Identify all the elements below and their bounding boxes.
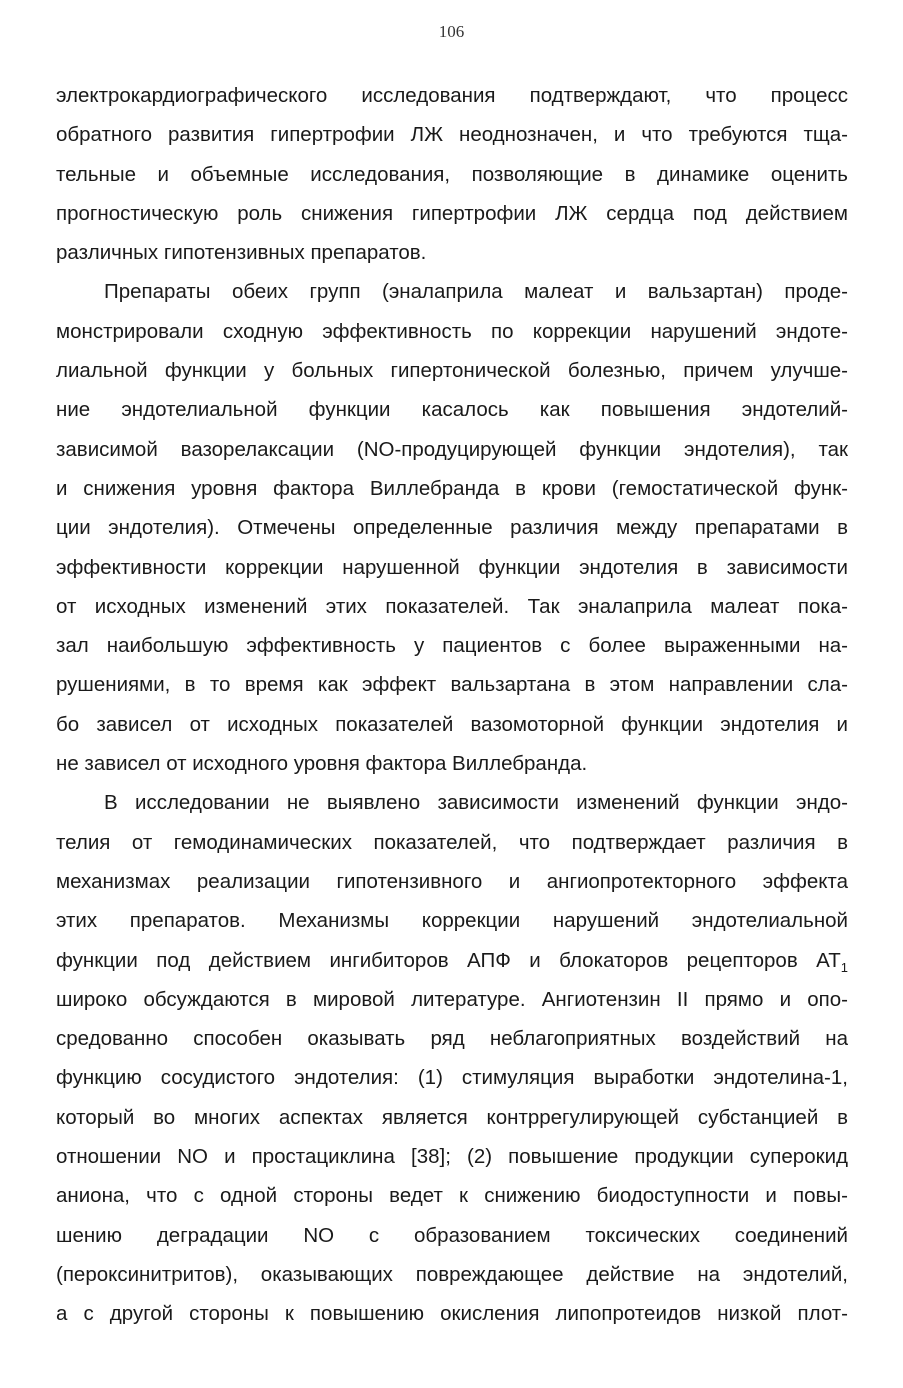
text-line-content: аниона, что с одной стороны ведет к снижению биодоступности и повы- bbox=[56, 1184, 848, 1208]
text-line-content: различных гипотензивных препаратов. bbox=[56, 241, 427, 265]
text-line-content: этих препаратов. Механизмы коррекции нарушений эндотелиальной bbox=[56, 909, 848, 933]
text-line-content: функцию сосудистого эндотелия: (1) стимуляция выработки эндотелина-1, bbox=[56, 1066, 848, 1090]
text-line bbox=[56, 1216, 848, 1255]
text-line-content: широко обсуждаются в мировой литературе. Ангиотензин II прямо и опо- bbox=[56, 987, 848, 1011]
subscript: 1 bbox=[840, 959, 848, 975]
text-line-content: бо зависел от исходных показателей вазомоторной функции эндотелия и bbox=[56, 712, 848, 736]
text-line-content: прогностическую роль снижения гипертрофии ЛЖ сердца под действием bbox=[56, 201, 848, 225]
text-line-content: отношении NO и простациклина [38]; (2) повышение продукции суперокид bbox=[56, 1145, 848, 1169]
text-line-content: ции эндотелия). Отмечены определенные различия между препаратами в bbox=[56, 516, 848, 540]
text-line bbox=[56, 783, 848, 822]
text-line-content: средованно способен оказывать ряд неблагоприятных воздействий на bbox=[56, 1027, 848, 1051]
text-line bbox=[56, 430, 848, 469]
text-line bbox=[56, 1137, 848, 1176]
text-line-content: зал наибольшую эффективность у пациентов с более выраженными на- bbox=[56, 634, 848, 658]
text-line bbox=[56, 1098, 848, 1137]
text-line-content: и снижения уровня фактора Виллебранда в крови (гемостатической функ- bbox=[56, 476, 848, 500]
text-line bbox=[56, 115, 848, 154]
text-line-content: монстрировали сходную эффективность по коррекции нарушений эндоте- bbox=[56, 319, 848, 343]
text-line bbox=[56, 351, 848, 390]
text-line bbox=[56, 705, 848, 744]
text-line bbox=[56, 1294, 848, 1333]
text-line-content: (пероксинитритов), оказывающих повреждающее действие на эндотелий, bbox=[56, 1262, 848, 1286]
text-line-content: рушениями, в то время как эффект вальзартана в этом направлении сла- bbox=[56, 673, 848, 697]
text-line bbox=[56, 1176, 848, 1215]
text-line bbox=[56, 508, 848, 547]
page-number: 106 bbox=[438, 22, 465, 41]
text-line-content: шению деградации NO с образованием токсических соединений bbox=[56, 1223, 848, 1247]
text-line bbox=[56, 312, 848, 351]
text-line-content: эффективности коррекции нарушенной функции эндотелия в зависимости bbox=[56, 555, 848, 579]
text-line bbox=[56, 1255, 848, 1294]
text-line-content: телия от гемодинамических показателей, что подтверждает различия в bbox=[56, 830, 848, 854]
text-line-content: зависимой вазорелаксации (NO-продуцирующей функции эндотелия), так bbox=[56, 437, 848, 461]
text-line-content: обратного развития гипертрофии ЛЖ неоднозначен, и что требуются тща- bbox=[56, 123, 848, 147]
text-line-content: от исходных изменений этих показателей. Так эналаприла малеат пока- bbox=[56, 594, 848, 618]
text-line-content: не зависел от исходного уровня фактора Виллебранда. bbox=[56, 752, 588, 776]
text-line bbox=[56, 233, 848, 272]
text-line-content: ние эндотелиальной функции касалось как повышения эндотелий- bbox=[56, 398, 848, 422]
text-line bbox=[56, 980, 848, 1019]
text-line bbox=[56, 626, 848, 665]
text-line bbox=[56, 194, 848, 233]
text-line bbox=[56, 155, 848, 194]
text-line bbox=[56, 901, 848, 940]
text-line-content: механизмах реализации гипотензивного и ангиопротекторного эффекта bbox=[56, 869, 848, 893]
text-line bbox=[56, 272, 848, 311]
text-line bbox=[56, 1058, 848, 1097]
text-line-content: который во многих аспектах является контррегулирующей субстанцией в bbox=[56, 1105, 848, 1129]
text-line bbox=[56, 548, 848, 587]
text-line bbox=[56, 941, 848, 980]
text-line bbox=[56, 76, 848, 115]
text-line bbox=[56, 1019, 848, 1058]
text-line bbox=[56, 587, 848, 626]
text-line bbox=[56, 744, 848, 783]
text-line bbox=[56, 390, 848, 429]
text-line bbox=[56, 665, 848, 704]
text-line-content: электрокардиографического исследования подтверждают, что процесс bbox=[56, 84, 848, 107]
text-line-content: тельные и объемные исследования, позволяющие в динамике оценить bbox=[56, 162, 848, 186]
text-line-content: Препараты обеих групп (эналаприла малеат и вальзартан) проде- bbox=[104, 280, 848, 304]
text-line bbox=[56, 469, 848, 508]
text-line bbox=[56, 862, 848, 901]
body-text bbox=[56, 76, 848, 1334]
text-line-content: лиальной функции у больных гипертонической болезнью, причем улучше- bbox=[56, 359, 848, 383]
text-line-content: а с другой стороны к повышению окисления липопротеидов низкой плот- bbox=[56, 1302, 848, 1326]
text-line-content: функции под действием ингибиторов АПФ и блокаторов рецепторов АТ bbox=[56, 948, 841, 972]
text-line bbox=[56, 823, 848, 862]
text-line-content: В исследовании не выявлено зависимости изменений функции эндо- bbox=[104, 791, 848, 815]
